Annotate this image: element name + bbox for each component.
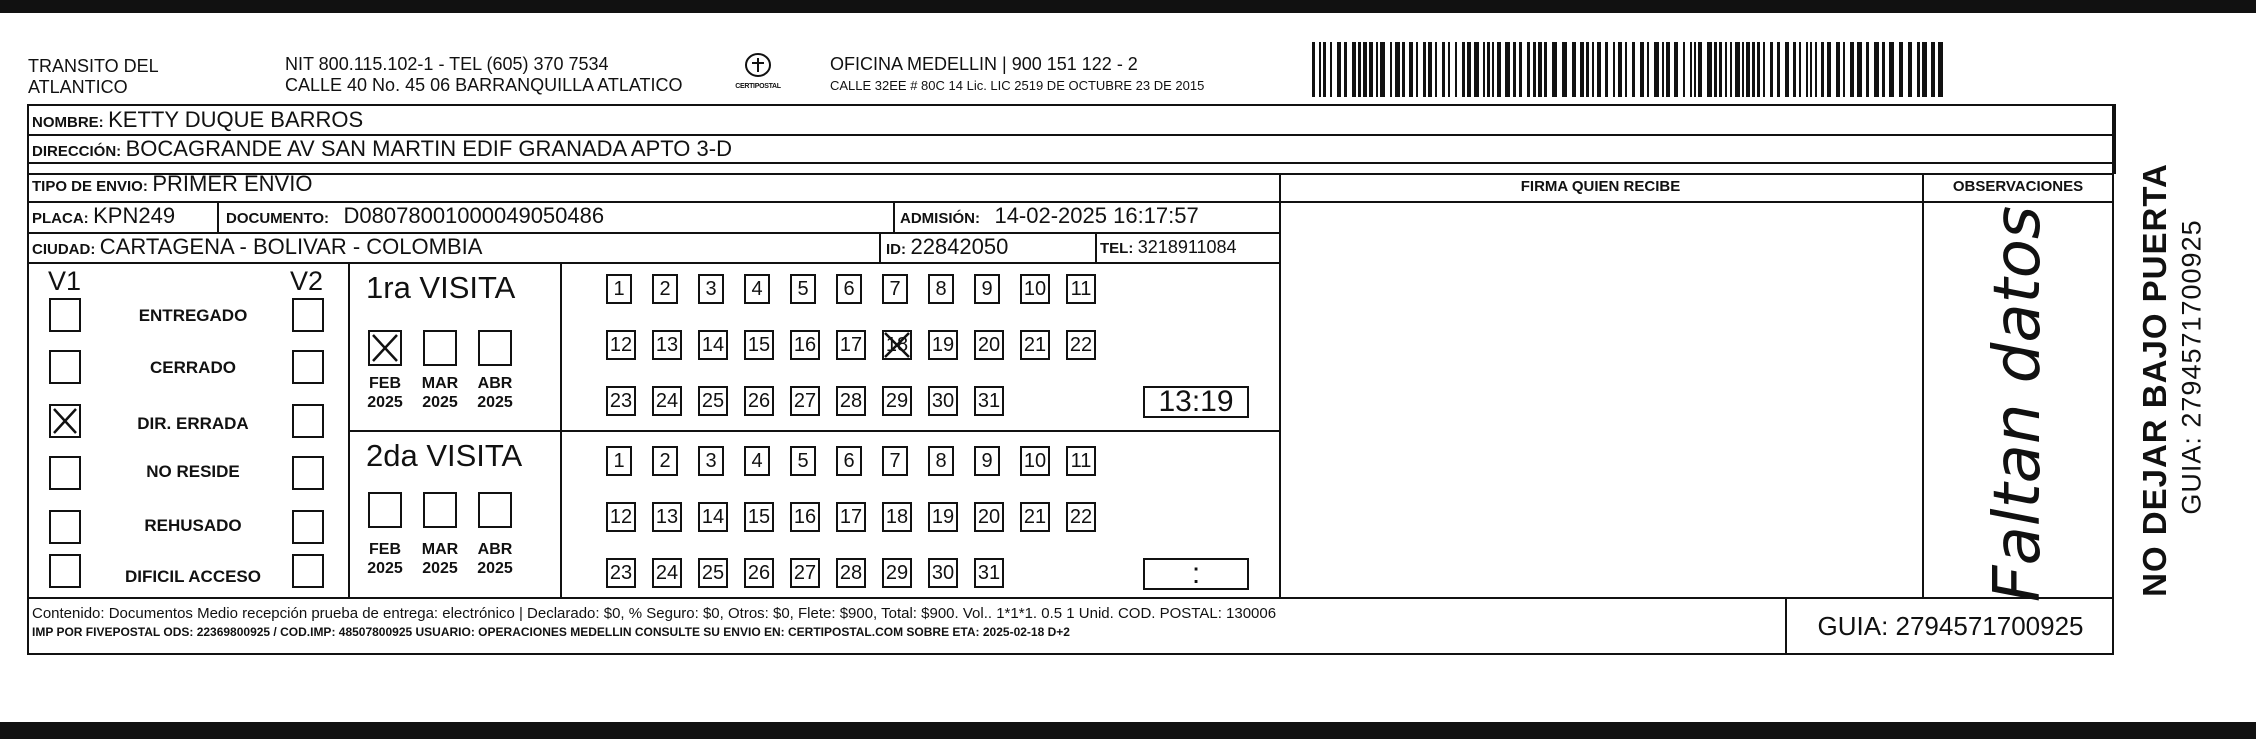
day-box[interactable]: 9 (974, 274, 1000, 304)
v1-checkbox[interactable] (49, 404, 81, 438)
scan-border-top (0, 0, 2256, 13)
month-checkbox[interactable] (478, 492, 512, 528)
v2-checkbox[interactable] (292, 510, 324, 544)
day-box[interactable]: 24 (652, 558, 682, 588)
day-box[interactable]: 24 (652, 386, 682, 416)
v1-label: V1 (48, 266, 82, 296)
day-box[interactable]: 5 (790, 274, 816, 304)
direccion-value: BOCAGRANDE AV SAN MARTIN EDIF GRANADA APTO 3-D (125, 136, 732, 161)
day-box[interactable]: 25 (698, 558, 728, 588)
side-guia: GUIA: 2794571700925 (2176, 219, 2207, 515)
side-notice: NO DEJAR BAJO PUERTA (2136, 163, 2173, 597)
documento-label: DOCUMENTO: (226, 210, 330, 227)
org-name (28, 56, 159, 98)
day-box[interactable]: 3 (698, 446, 724, 476)
month-checkbox[interactable] (478, 330, 512, 366)
day-box[interactable]: 22 (1066, 330, 1096, 360)
day-box[interactable]: 27 (790, 558, 820, 588)
status-option-label: DIR. ERRADA (137, 414, 249, 433)
day-box[interactable]: 31 (974, 558, 1004, 588)
day-box[interactable]: 7 (882, 446, 908, 476)
id-cell (886, 234, 1008, 263)
id-value: 22842050 (910, 234, 1009, 259)
firma-header: FIRMA QUIEN RECIBE (1520, 178, 1681, 195)
v1-checkbox[interactable] (49, 554, 81, 588)
day-box[interactable]: 11 (1066, 274, 1096, 304)
day-box[interactable]: 17 (836, 502, 866, 532)
day-box[interactable]: 16 (790, 502, 820, 532)
footer-guia: GUIA: 2794571700925 (1817, 611, 2084, 641)
org-line-2: ATLANTICO (28, 77, 128, 97)
day-box[interactable]: 14 (698, 502, 728, 532)
nombre-row (32, 107, 363, 136)
month-year: 2025 (422, 394, 458, 411)
tel-value: 3218911084 (1137, 237, 1237, 257)
time-box[interactable]: : (1143, 558, 1249, 590)
day-box[interactable]: 20 (974, 330, 1004, 360)
month-label (418, 374, 462, 412)
month-year: 2025 (422, 560, 458, 577)
day-box[interactable]: 27 (790, 386, 820, 416)
day-box[interactable]: 25 (698, 386, 728, 416)
visita-2-title: 2da VISITA (366, 438, 523, 473)
day-box[interactable]: 14 (698, 330, 728, 360)
v2-label: V2 (290, 266, 324, 296)
day-box[interactable]: 6 (836, 274, 862, 304)
day-box[interactable]: 17 (836, 330, 866, 360)
day-box[interactable]: 4 (744, 446, 770, 476)
x-mark-icon (370, 332, 400, 364)
month-name: MAR (421, 541, 459, 558)
month-label (473, 540, 517, 578)
month-label (473, 374, 517, 412)
status-option-label: ENTREGADO (138, 306, 248, 325)
day-box[interactable]: 9 (974, 446, 1000, 476)
ciudad-label: CIUDAD: (32, 241, 96, 258)
day-box[interactable]: 22 (1066, 502, 1096, 532)
day-box[interactable]: 11 (1066, 446, 1096, 476)
day-box[interactable]: 8 (928, 446, 954, 476)
day-box[interactable]: 28 (836, 558, 866, 588)
day-box[interactable]: 2 (652, 446, 678, 476)
day-box[interactable]: 2 (652, 274, 678, 304)
footer-line-2: IMP POR FIVEPOSTAL ODS: 22369800925 / COD.IMP: 48507800925 USUARIO: OPERACIONES MEDELLIN CONSULTE SU ENVIO EN: CERTIPOSTAL.COM SOBRE ETA: 2025-02-18 D+2 (32, 625, 1070, 639)
day-box[interactable]: 12 (606, 330, 636, 360)
day-box[interactable]: 19 (928, 502, 958, 532)
ciudad-value: CARTAGENA - BOLIVAR - COLOMBIA (99, 234, 483, 259)
day-box[interactable]: 23 (606, 558, 636, 588)
id-label: ID: (886, 241, 906, 258)
day-box[interactable]: 29 (882, 558, 912, 588)
observation-handwritten-note: Faltan datos (1981, 205, 2055, 603)
v2-checkbox[interactable] (292, 456, 324, 490)
day-box[interactable]: 18 (882, 330, 912, 360)
day-box[interactable]: 30 (928, 558, 958, 588)
signature-area[interactable] (1282, 204, 1920, 595)
month-checkbox[interactable] (423, 492, 457, 528)
day-box[interactable]: 26 (744, 558, 774, 588)
logo-text: CERTIPOSTAL (735, 83, 781, 90)
day-box[interactable]: 10 (1020, 274, 1050, 304)
day-box[interactable]: 10 (1020, 446, 1050, 476)
certipostal-logo (733, 52, 783, 90)
day-box[interactable]: 3 (698, 274, 724, 304)
day-box[interactable]: 19 (928, 330, 958, 360)
nombre-label: NOMBRE: (32, 114, 104, 131)
day-box[interactable]: 18 (882, 502, 912, 532)
tipo-value: PRIMER ENVIO (152, 171, 313, 196)
ciudad-cell (32, 234, 482, 263)
v1-checkbox[interactable] (49, 350, 81, 384)
v1-checkbox[interactable] (49, 298, 81, 332)
direccion-label: DIRECCIÓN: (32, 143, 122, 160)
day-box[interactable]: 12 (606, 502, 636, 532)
barcode-graphic (1312, 42, 1950, 97)
direccion-row (32, 136, 732, 165)
day-box[interactable]: 1 (606, 274, 632, 304)
x-mark-icon (51, 406, 79, 436)
month-label (418, 540, 462, 578)
barcode (1312, 42, 1950, 102)
org-contact (285, 54, 683, 96)
tel-cell (1100, 234, 1237, 262)
month-name: MAR (421, 375, 459, 392)
nombre-value: KETTY DUQUE BARROS (108, 107, 364, 132)
day-box[interactable]: 7 (882, 274, 908, 304)
month-year: 2025 (477, 560, 513, 577)
day-box[interactable]: 4 (744, 274, 770, 304)
placa-label: PLACA: (32, 210, 89, 227)
day-box[interactable]: 21 (1020, 330, 1050, 360)
admision-label: ADMISIÓN: (900, 210, 980, 227)
placa-cell (32, 203, 175, 232)
month-name: ABR (477, 375, 513, 392)
day-box[interactable]: 23 (606, 386, 636, 416)
day-box[interactable]: 30 (928, 386, 958, 416)
v2-checkbox[interactable] (292, 554, 324, 588)
day-box[interactable]: 13 (652, 330, 682, 360)
day-box[interactable]: 1 (606, 446, 632, 476)
month-name: FEB (369, 541, 401, 558)
placa-value: KPN249 (93, 203, 176, 228)
status-option-label: NO RESIDE (146, 462, 240, 481)
month-year: 2025 (367, 394, 403, 411)
day-box[interactable]: 15 (744, 330, 774, 360)
v2-checkbox[interactable] (292, 350, 324, 384)
office-info (830, 54, 1204, 94)
org-line-1: TRANSITO DEL (28, 56, 159, 76)
day-box[interactable]: 29 (882, 386, 912, 416)
month-checkbox[interactable] (368, 492, 402, 528)
month-year: 2025 (367, 560, 403, 577)
status-option-label: REHUSADO (144, 516, 242, 535)
day-box[interactable]: 8 (928, 274, 954, 304)
observaciones-header: OBSERVACIONES (1952, 178, 2084, 195)
observations-area (1922, 204, 2114, 603)
admision-cell (900, 203, 1199, 232)
v2-checkbox[interactable] (292, 298, 324, 332)
nit-line: NIT 800.115.102-1 - TEL (605) 370 7534 (285, 54, 609, 74)
scan-border-bottom (0, 722, 2256, 739)
office-line: OFICINA MEDELLIN | 900 151 122 - 2 (830, 54, 1138, 74)
time-box[interactable]: 13:19 (1143, 386, 1249, 418)
side-panel (2118, 105, 2256, 655)
v1-checkbox[interactable] (49, 510, 81, 544)
office-address: CALLE 32EE # 80C 14 Lic. LIC 2519 DE OCTUBRE 23 DE 2015 (830, 78, 1205, 93)
v1-checkbox[interactable] (49, 456, 81, 490)
day-box[interactable]: 21 (1020, 502, 1050, 532)
logo-icon (743, 52, 773, 78)
status-option-label: DIFICIL ACCESO (124, 567, 261, 586)
tel-label: TEL: (1100, 240, 1134, 257)
month-name: FEB (369, 375, 401, 392)
footer-line-1: Contenido: Documentos Medio recepción prueba de entrega: electrónico | Declarado: $0, % Seguro: $0, Otros: $0, Flete: $900, Total: $900. Vol.. 1*1*1. 0.5 1 Unid. COD. POSTAL: 130006 (32, 605, 1277, 622)
month-name: ABR (477, 541, 513, 558)
address-line: CALLE 40 No. 45 06 BARRANQUILLA ATLATICO (285, 75, 683, 95)
tipo-label: TIPO DE ENVIO: (32, 178, 148, 195)
day-box[interactable]: 5 (790, 446, 816, 476)
day-box[interactable]: 28 (836, 386, 866, 416)
tipo-row (32, 171, 312, 200)
documento-value: D0807800100004905048​6 (343, 203, 605, 228)
day-box[interactable]: 6 (836, 446, 862, 476)
footer-info (32, 605, 1276, 639)
v2-checkbox[interactable] (292, 404, 324, 438)
month-label (363, 540, 407, 578)
day-box[interactable]: 26 (744, 386, 774, 416)
day-box[interactable]: 13 (652, 502, 682, 532)
month-label (363, 374, 407, 412)
day-box[interactable]: 31 (974, 386, 1004, 416)
day-box[interactable]: 16 (790, 330, 820, 360)
admision-value: 14-02-2025 16:17:57 (994, 203, 1199, 228)
visita-1-title: 1ra VISITA (366, 270, 516, 305)
month-checkbox[interactable] (368, 330, 402, 366)
status-option-label: CERRADO (150, 358, 236, 377)
day-box[interactable]: 15 (744, 502, 774, 532)
day-box[interactable]: 20 (974, 502, 1004, 532)
month-checkbox[interactable] (423, 330, 457, 366)
documento-cell (226, 203, 604, 232)
month-year: 2025 (477, 394, 513, 411)
